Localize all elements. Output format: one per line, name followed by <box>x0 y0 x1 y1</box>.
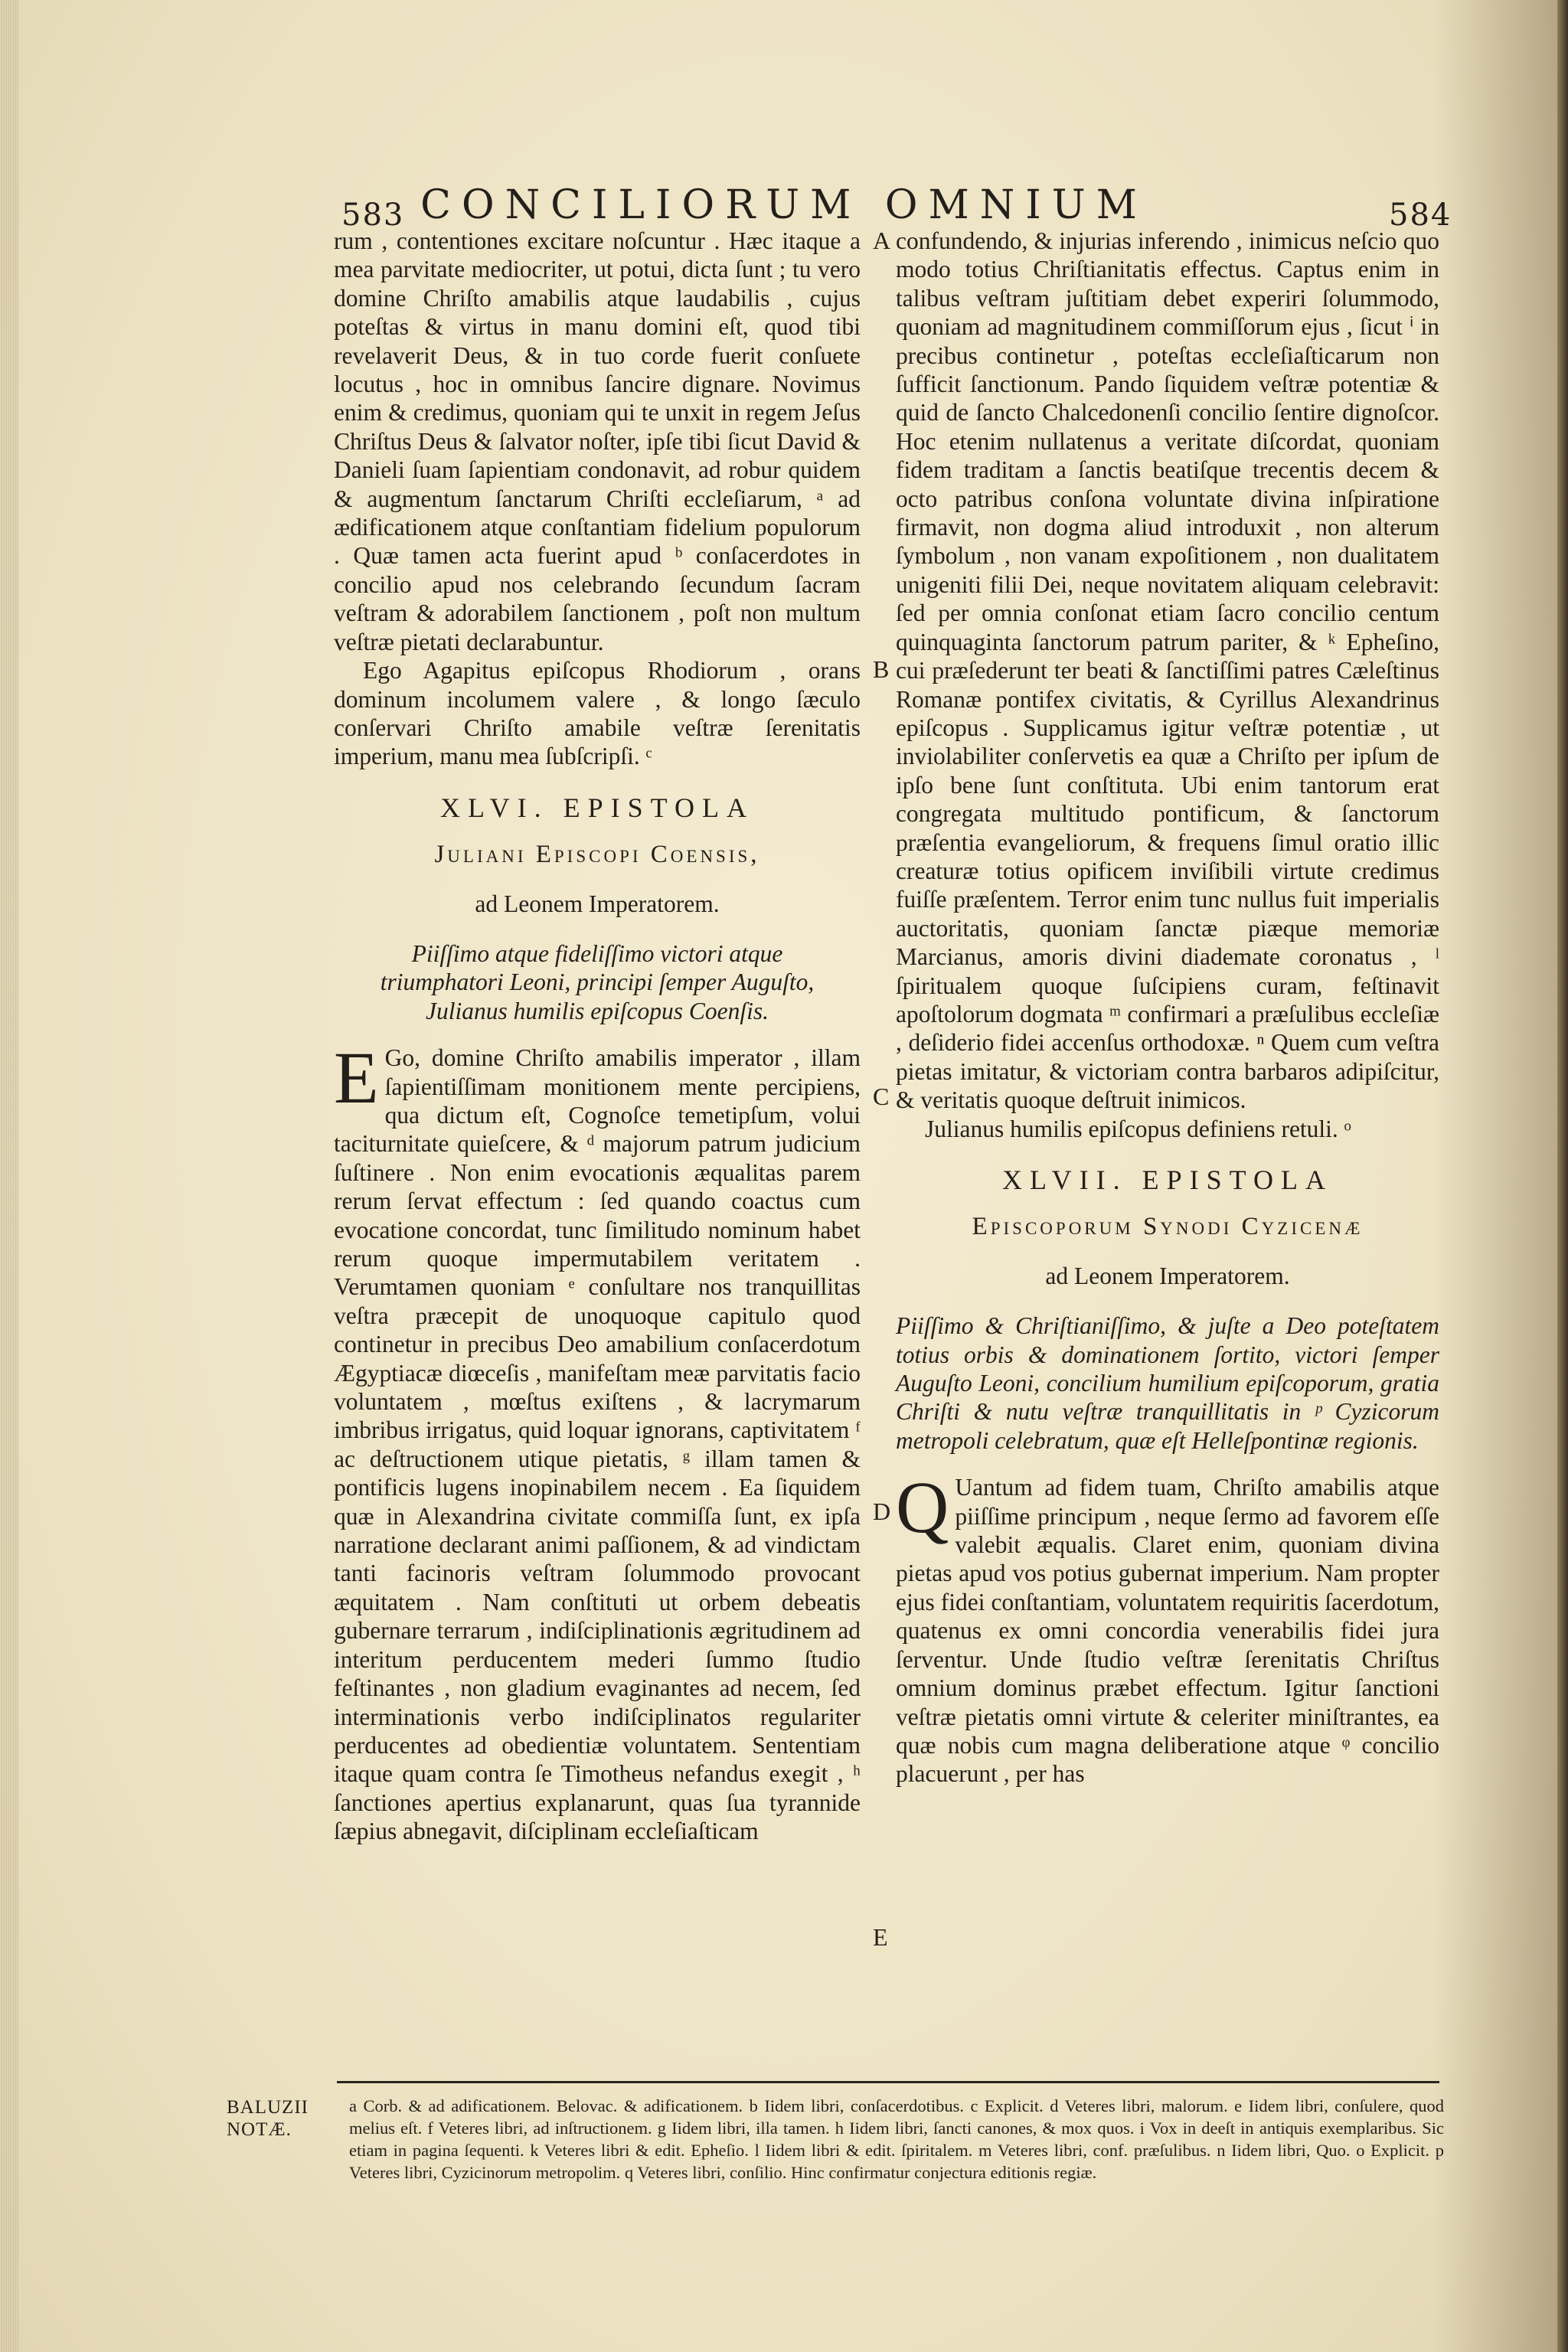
right-signature: Julianus humilis epiſcopus definiens retuli. ᵒ <box>925 1115 1351 1142</box>
epistola-47-subheading: Episcoporum Synodi Cyzicenæ <box>972 1213 1364 1241</box>
epistola-47-salutation: Piiſſimo & Chriſtianiſſimo, & juſte a Deo poteſtatem totius orbis & dominationem ſortito, victori ſemper Auguſto Leoni, concilium humilium epiſcoporum, gratia Chriſti & nutu veſtræ tranquillitatis in ᵖ Cyzicorum metropoli celebratum, quæ eſt Helleſpontinæ regionis. <box>896 1312 1439 1454</box>
right-column <box>896 227 1439 1788</box>
epistola-46-salutation: Piiſſimo atque fideliſſimo victori atque triumphatori Leoni, principi ſemper Auguſto, Julianus humilis epiſcopus Coenſis. <box>380 939 815 1024</box>
left-text-block-1: rum , contentiones excitare noſcuntur . Hæc itaque a mea parvitate mediocriter, ut potui, dicta ſunt ; tu vero domine Chriſto amabilis atque laudabilis , cujus poteſtas & virtus in manu domini eſt, quod tibi revelaverit Deus, & in tuo corde fuerit conſuete locutus , hoc in omnibus ſancire dignare. Novimus enim & credimus, quoniam qui te unxit in regem Jeſus Chriſtus Deus & ſalvator noſter, ipſe tibi ſicut David & Danieli ſuam ſapientiam condonavit, ad robur quidem & augmentum ſanctarum Chriſti eccleſiarum, ᵃ ad ædificationem atque conſtantiam fidelium populorum . Quæ tamen acta fuerint apud ᵇ conſacerdotes in concilio apud nos celebrando ſecundum ſacram veſtram & adorabilem ſanctionem , poſt non multum veſtræ pietati declarabuntur. <box>334 227 861 655</box>
epistola-47-body <box>896 1466 1439 1788</box>
footnotes-label <box>227 2096 309 2141</box>
drop-capital: Q <box>896 1466 949 1549</box>
epistola-46-subheading: Juliani Episcopi Coensis, <box>434 841 760 869</box>
footnotes <box>349 2095 1444 2184</box>
footnotes-label-line-1: BALUZII <box>227 2097 309 2118</box>
left-text-block-2: Ego Agapitus epiſcopus Rhodiorum , orans dominum incolumem valere , & longo ſæculo conſervari Chriſto amabile veſtræ ſerenitatis imperium, manu mea ſubſcripſi. ᶜ <box>334 657 861 770</box>
margin-marker-c: C <box>873 1083 890 1110</box>
epistola-46-addressee: ad Leonem Imperatorem. <box>475 890 720 917</box>
page-number-left: 583 <box>341 198 405 233</box>
drop-capital: E <box>334 1037 379 1119</box>
left-column <box>334 227 861 1846</box>
footnotes-text: a Corb. & ad adificationem. Belovac. & adificationem. b Iidem libri, conſacerdotibus. c Explicit. d Veteres libri, malorum. e Iidem libri, conſulere, quod melius eſt. f Veteres libri, ad inſtructionem. g Iidem libri, illa tamen. h Iidem libri, ſancti canones, & mox quos. i Vox in deeſt in antiquis exemplaribus. Sic etiam in pagina ſequenti. k Veteres libri & edit. Epheſio. l Iidem libri & edit. ſpiritalem. m Veteres libri, conf. præſulibus. n Iidem libri, Quo. o Explicit. p Veteres libri, Cyzicinorum metropolim. q Veteres libri, conſilio. Hinc confirmatur conjectura editionis regiæ. <box>349 2096 1444 2182</box>
page-stack-edge <box>0 0 18 2352</box>
epistola-47-body-text: Uantum ad fidem tuam, Chriſto amabilis atque piiſſime principum , neque ſermo ad favorem eſſe valebit æqualis. Claret enim, quoniam divina pietas apud vos potius gubernat imperium. Nam propter ejus fidei conſtantiam, voluntatem requiritis ſacerdotum, quatenus ex omni concordia venerabilis fidei jura ſerventur. Unde ſtudio veſtræ ſerenitatis Chriſtus omnium dominus præbet effectum. Igitur ſanctioni veſtræ pietatis omni virtute & celeriter miniſtrantes, ea quæ nobis cum magna deliberatione atque ᵠ concilio placuerunt , per has <box>896 1474 1439 1788</box>
epistola-46-body <box>334 1037 861 1845</box>
page-number-right: 584 <box>1389 198 1452 233</box>
epistola-46-heading: XLVI. EPISTOLA <box>439 792 755 823</box>
margin-marker-a: A <box>873 227 891 254</box>
footnotes-label-line-2: NOTÆ. <box>227 2119 292 2140</box>
footnote-rule <box>337 2081 1439 2083</box>
margin-marker-d: D <box>873 1498 891 1525</box>
epistola-47-heading: XLVII. EPISTOLA <box>1001 1165 1333 1195</box>
margin-marker-b: B <box>873 655 890 683</box>
running-title: CONCILIORUM OMNIUM <box>420 182 1148 228</box>
epistola-46-body-text: Go, domine Chriſto amabilis imperator , illam ſapientiſſimam monitionem mente percipiens, qua dictum eſt, Cognoſce temetipſum, volui taciturnitate quieſcere, & ᵈ majorum patrum judicium ſuſtinere . Non enim evocationis æqualitas parem rerum ſervat effectum : ſed quando coactus cum evocatione concordat, tunc ſimilitudo nominum habet rerum quoque impermutabilem veritatem . Verumtamen quoniam ᵉ conſultare nos tranquillitas veſtra præcepit de unoquoque capitulo quod continetur in precibus Deo amabilium conſacerdotum Ægyptiacæ diœceſis , manifeſtam meæ parvitatis facio voluntatem , mœſtus exiſtens , & lacrymarum imbribus irrigatus, quid loquar ignorans, captivitatem ᶠ ac deſtructionem utique pietatis, ᵍ illam tamen & pontificis lugens inopinabilem necem . Ea ſiquidem quæ in Alexandrina civitate commiſſa ſunt, ex ipſa narratione declarant animi paſſionem, & ad vindictam tanti facinoris veſtram ſolummodo provocant æquitatem . Nam conſtituti ut orbem debeatis gubernare terrarum , indiſciplinationis ægritudinem ad interitum perducentem mederi ſummo ſtudio feſtinantes , non gladium evaginantes ad necem, ſed interminationis verbo indiſciplinatos regulariter perducentes ad obedientiæ voluntatem. Sententiam itaque quam contra ſe Timotheus nefandus exegit , ʰ ſanctiones apertius explanarunt, quas ſua tyrannide ſæpius abnegavit, diſciplinam eccleſiaſticam <box>334 1044 861 1845</box>
book-spine-edge <box>1557 0 1568 2352</box>
margin-marker-e: E <box>873 1923 888 1951</box>
epistola-47-addressee: ad Leonem Imperatorem. <box>1045 1262 1290 1289</box>
right-text-block-1: confundendo, & injurias inferendo , inimicus neſcio quo modo totius Chriſtianitatis effectus. Captus enim in talibus veſtram juſtitiam debet experiri ſolummodo, quoniam ad magnitudinem commiſſorum ejus , ſicut ⁱ in precibus continetur , poteſtas eccleſiaſticarum non ſufficit ſanctionum. Pando ſiquidem veſtræ potentiæ & quid de ſancto Chalcedonenſi concilio ſentire dignoſcor. Hoc etenim nullatenus a veritate diſcordat, quoniam fidem traditam a ſanctis beatiſque trecentis decem & octo patribus conſona voluntate divina inſpiratione firmavit, non dogma aliud introduxit , non alterum ſymbolum , non vanam expoſitionem , non dualitatem unigeniti filii Dei, neque novitatem aliquam celebravit: ſed per omnia conſonat etiam ſacro concilio centum quinquaginta ſanctorum patrum pariter, & ᵏ Epheſino, cui præſederunt ter beati & ſanctiſſimi patres Cæleſtinus Romanæ pontifex civitatis, & Cyrillus Alexandrinus epiſcopus . Supplicamus igitur veſtræ potentiæ , ut inviolabiliter conſervetis ea quæ a Chriſto per ipſum de ipſo bene ſunt conſtituta. Ubi enim tantorum erat congregata multitudo pontificum, & ſanctorum præſentia evangeliorum, & frequens ſimul oratio illic creaturæ totius opificem inviſibili virtute credimus fuiſſe præſentem. Terror enim tunc nullus fuit imperialis auctoritatis, quoniam ſanctæ piæque memoriæ Marcianus, amoris divini diademate coronatus , ˡ ſpiritualem quoque ſuſcipiens curam, feſtinavit apoſtolorum dogmata ᵐ confirmari a præſulibus eccleſiæ , deſiderio fidei accenſus orthodoxæ. ⁿ Quem cum veſtra pietas imitatur, & victoriam contra barbaros adipiſcitur, & veritatis quoque deſtruit inimicos. <box>896 227 1439 1114</box>
